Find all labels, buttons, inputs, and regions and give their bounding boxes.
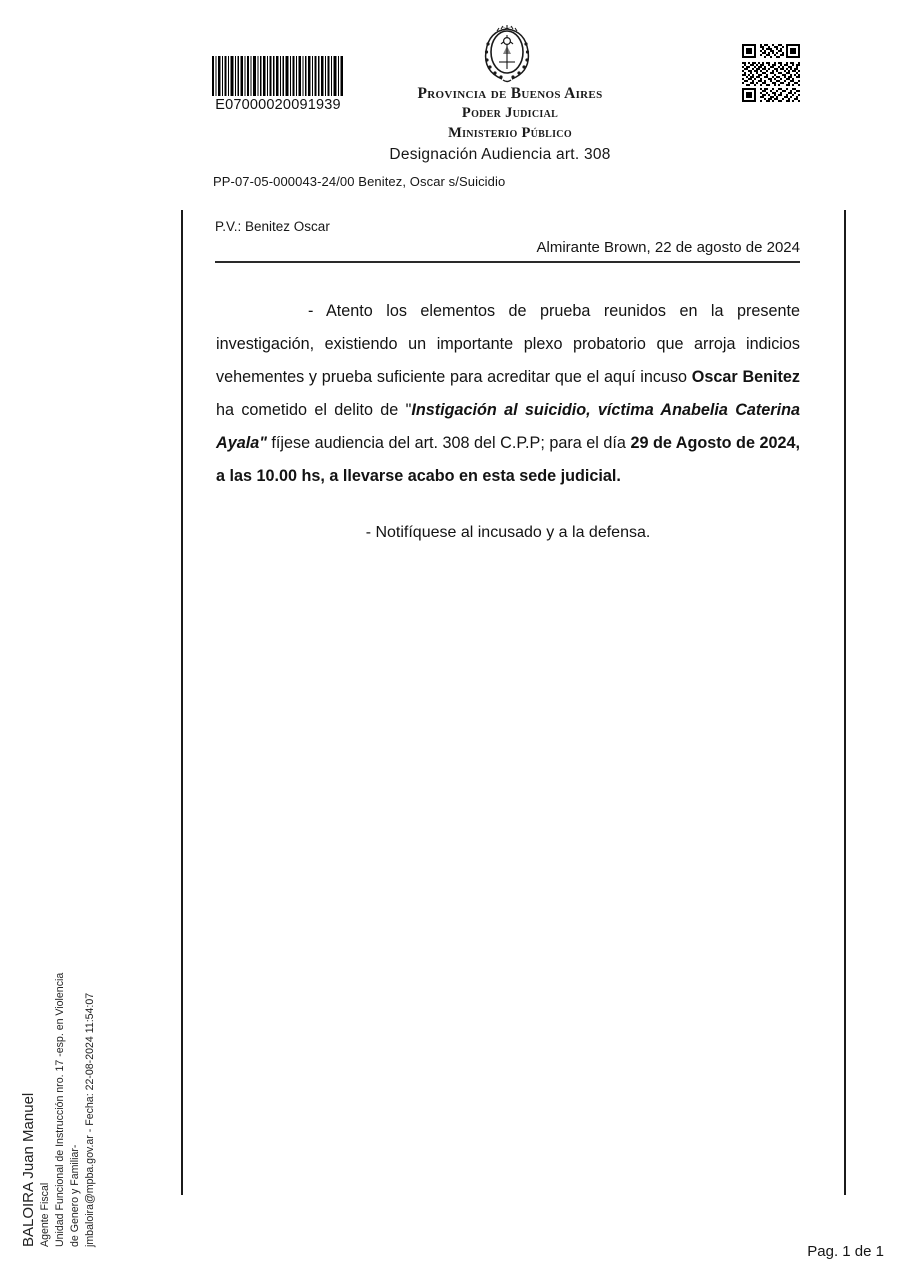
signer-email-and-date: jmbaloira@mpba.gov.ar - Fecha: 22-08-2024 11:54:07	[84, 992, 97, 1247]
resolution-body	[216, 295, 800, 493]
argentina-coat-of-arms-icon	[477, 22, 537, 84]
org-line-judicial: Poder Judicial	[461, 105, 559, 122]
left-margin-rule	[181, 210, 183, 1195]
page-title: Designación Audiencia art. 308	[389, 146, 611, 163]
page-number-footer: Pag. 1 de 1	[807, 1243, 884, 1260]
barcode-number: E07000020091939	[215, 97, 341, 113]
organisation-header	[300, 84, 720, 143]
right-margin-rule	[844, 210, 846, 1195]
signer-role: Agente Fiscal	[39, 1182, 52, 1247]
pv-label: P.V.: Benitez Oscar	[215, 219, 330, 234]
hearing-datetime: 29 de Agosto de 2024, a las 10.00 hs, a llevarse acabo en esta sede judicial.	[216, 434, 800, 485]
accused-name: Oscar Benitez	[691, 368, 801, 386]
signer-unit-line-1: Unidad Funcional de Instrucción nro. 17 -esp. en Violencia	[54, 972, 67, 1247]
date-underline-rule	[215, 261, 800, 263]
digital-signature-strip	[20, 687, 112, 1247]
notification-line: - Notifíquese al incusado y a la defensa.	[365, 524, 651, 541]
body-part-b: ha cometido el delito de "	[216, 401, 412, 419]
case-number: PP-07-05-000043-24/00 Benitez, Oscar s/Suicidio	[213, 174, 506, 189]
org-line-ministry: Ministerio Público	[448, 124, 572, 141]
body-part-a: - Atento los elementos de prueba reunidos en la presente investigación, existiendo un importante plexo probatorio que arroja indicios vehementes y prueba suficiente para acreditar que el aquí incuso	[216, 302, 800, 386]
signer-name: BALOIRA Juan Manuel	[20, 1092, 37, 1247]
qr-code-icon	[740, 42, 802, 104]
body-part-c: fíjese audiencia del art. 308 del C.P.P; para el día	[266, 434, 631, 452]
org-line-province: Provincia de Buenos Aires	[417, 85, 603, 102]
signer-unit-line-2: de Genero y Familiar-	[69, 1144, 82, 1247]
place-and-date: Almirante Brown, 22 de agosto de 2024	[536, 239, 800, 256]
crime-title: Instigación al suicidio, víctima Anabelia Caterina Ayala"	[216, 401, 800, 452]
